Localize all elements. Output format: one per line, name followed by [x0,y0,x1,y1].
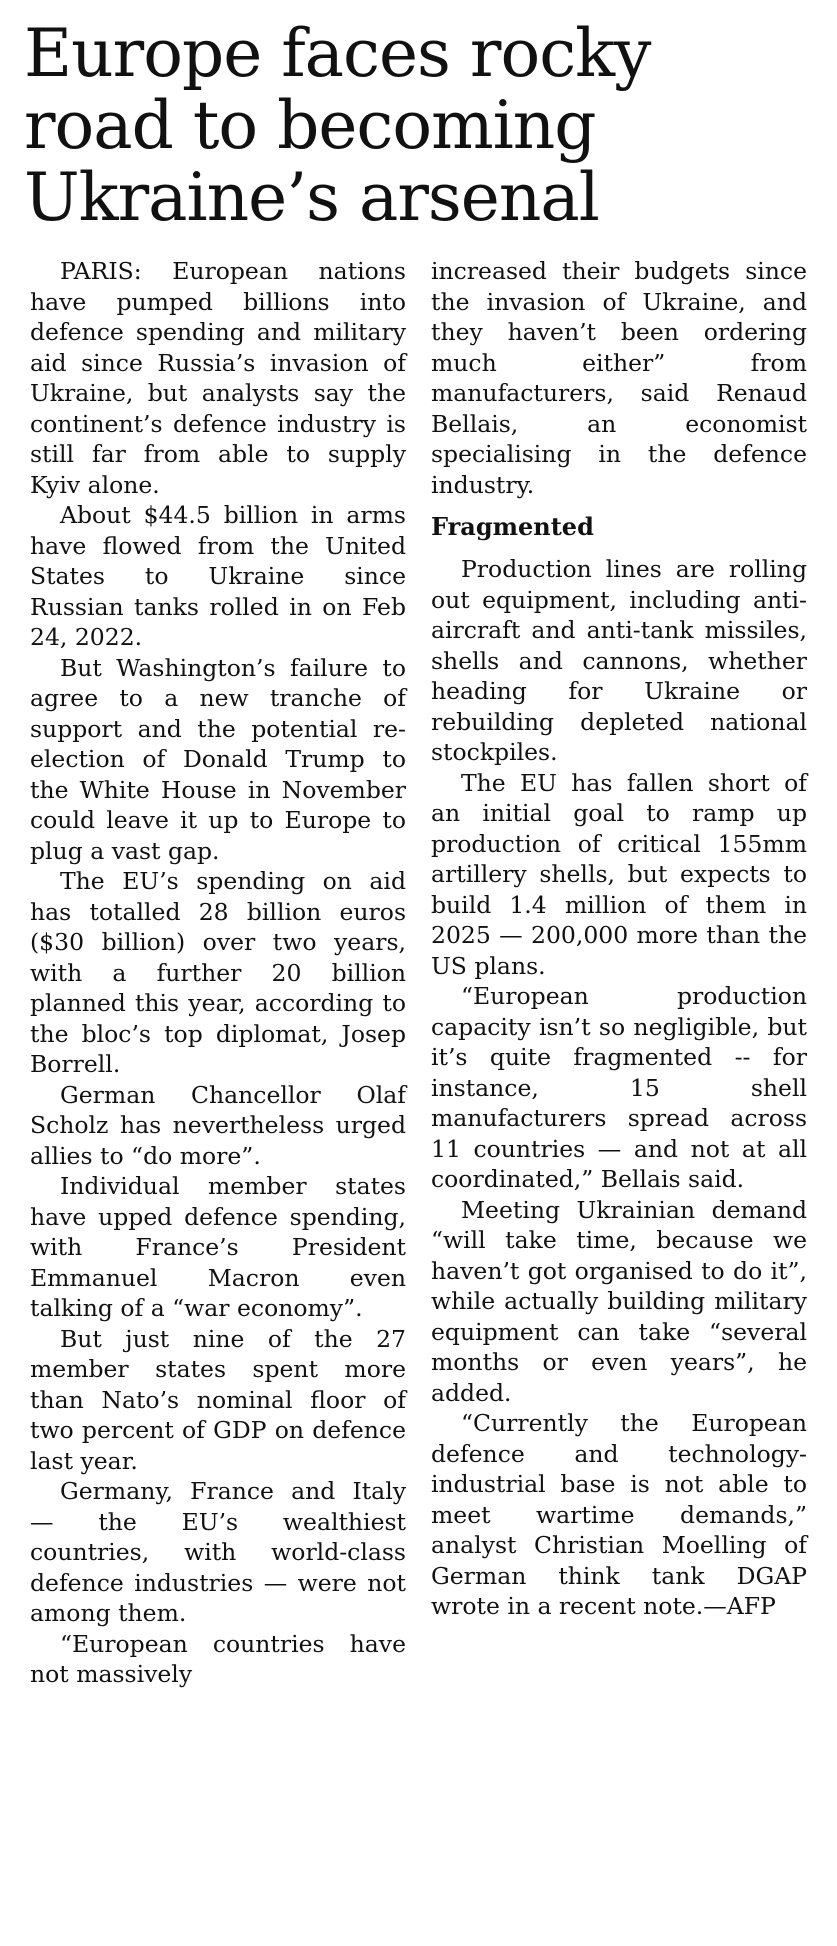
paragraph: About $44.5 billion in arms have flowed from the United States to Ukraine since Russian tanks rolled in on Feb 24, 2022. [30,501,406,651]
headline: Europe faces rocky road to becoming Ukraine’s arsenal [24,15,651,236]
column-left [30,256,406,1690]
paragraph: The EU has fallen short of an initial goal to ramp up production of critical 155mm artillery shells, but expects to build 1.4 million of them in 2025 — 200,000 more than the US plans. [431,768,807,980]
paragraph: Individual member states have upped defence spending, with France’s President Emmanuel Macron even talking of a “war economy”. [30,1172,406,1322]
paragraph: But just nine of the 27 member states spent more than Nato’s nominal floor of two percent of GDP on defence last year. [30,1324,406,1475]
paragraph: Meeting Ukrainian demand “will take time, because we haven’t got organised to do it”, while actually building military equipment can take “several months or even years”, he added. [431,1195,807,1407]
paragraph: PARIS: European nations have pumped billions into defence spending and military aid since Russia’s invasion of Ukraine, but analysts say the continent’s defence industry is still far from able to supply Kyiv alone. [30,257,406,499]
paragraph: But Washington’s failure to agree to a new tranche of support and the potential re-election of Donald Trump to the White House in November could leave it up to Europe to plug a vast gap. [30,653,406,865]
paragraph: “European production capacity isn’t so negligible, but it’s quite fragmented -- for instance, 15 shell manufacturers spread across 11 countries — and not at all coordinated,” Bellais said. [431,982,807,1193]
column-right [431,256,807,1690]
paragraph: Production lines are rolling out equipment, including anti-aircraft and anti-tank missiles, shells and cannons, whether heading for Ukraine or rebuilding depleted national stockpiles. [431,555,807,766]
paragraph: Germany, France and Italy — the EU’s wealthiest countries, with world-class defence industries — were not among them. [30,1477,406,1627]
paragraph-continued: increased their budgets since the invasion of Ukraine, and they haven’t been ordering much either” from manufacturers, said Renaud Bellais, an economist specialising in the defence industry. [431,257,807,499]
paragraph: The EU’s spending on aid has totalled 28 billion euros ($30 billion) over two years, with a further 20 billion planned this year, according to the bloc’s top diplomat, Josep Borrell. [30,867,406,1078]
paragraph: “Currently the European defence and technology-industrial base is not able to meet wartime demands,” analyst Christian Moelling of German think tank DGAP wrote in a recent note.—AFP [431,1409,807,1620]
article-body [24,256,813,1690]
paragraph: “European countries have not massively [30,1629,406,1688]
paragraph: German Chancellor Olaf Scholz has nevertheless urged allies to “do more”. [30,1080,406,1170]
subheading: Fragmented [431,512,594,541]
